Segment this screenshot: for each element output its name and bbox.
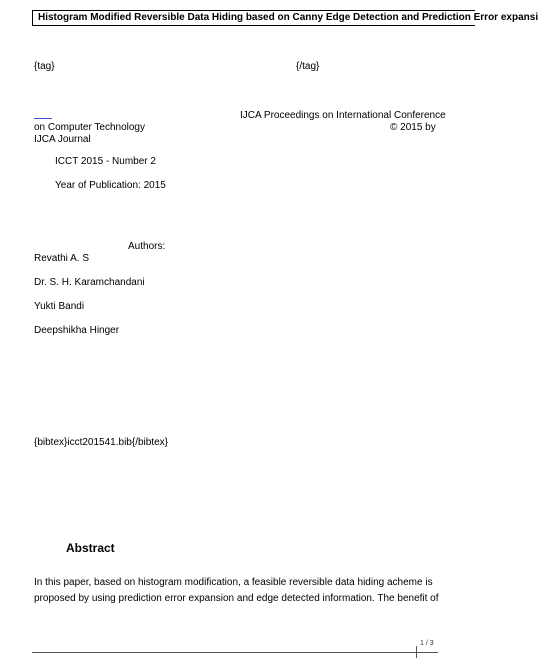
footer-divider-tick bbox=[416, 646, 417, 658]
proceedings-line1: IJCA Proceedings on International Conference bbox=[240, 110, 446, 121]
abstract-heading: Abstract bbox=[66, 541, 115, 555]
bibtex-reference: {bibtex}icct201541.bib{/bibtex} bbox=[34, 437, 168, 448]
link-underline[interactable] bbox=[34, 118, 52, 119]
tag-close: {/tag} bbox=[296, 61, 320, 72]
page-number: 1 / 3 bbox=[420, 640, 434, 647]
author-name: Yukti Bandi bbox=[34, 301, 85, 312]
issue-number: ICCT 2015 - Number 2 bbox=[55, 156, 156, 167]
author-name: Dr. S. H. Karamchandani bbox=[34, 277, 145, 288]
author-name: Deepshikha Hinger bbox=[34, 325, 120, 336]
copyright-text: © 2015 by bbox=[390, 122, 436, 133]
publication-year: Year of Publication: 2015 bbox=[55, 180, 166, 191]
proceedings-line2: on Computer Technology bbox=[34, 122, 145, 133]
abstract-line: In this paper, based on histogram modification, a feasible reversible data hiding acheme is bbox=[34, 577, 433, 588]
journal-name: IJCA Journal bbox=[34, 134, 91, 145]
document-title: Histogram Modified Reversible Data Hiding based on Canny Edge Detection and Prediction Error expansi bbox=[38, 12, 538, 23]
tag-open: {tag} bbox=[34, 61, 55, 72]
authors-label: Authors: bbox=[128, 241, 166, 252]
document-header bbox=[32, 10, 538, 26]
author-name: Revathi A. S bbox=[34, 253, 90, 264]
footer-divider bbox=[32, 652, 438, 653]
abstract-line: proposed by using prediction error expansion and edge detected information. The benefit of bbox=[34, 593, 439, 604]
